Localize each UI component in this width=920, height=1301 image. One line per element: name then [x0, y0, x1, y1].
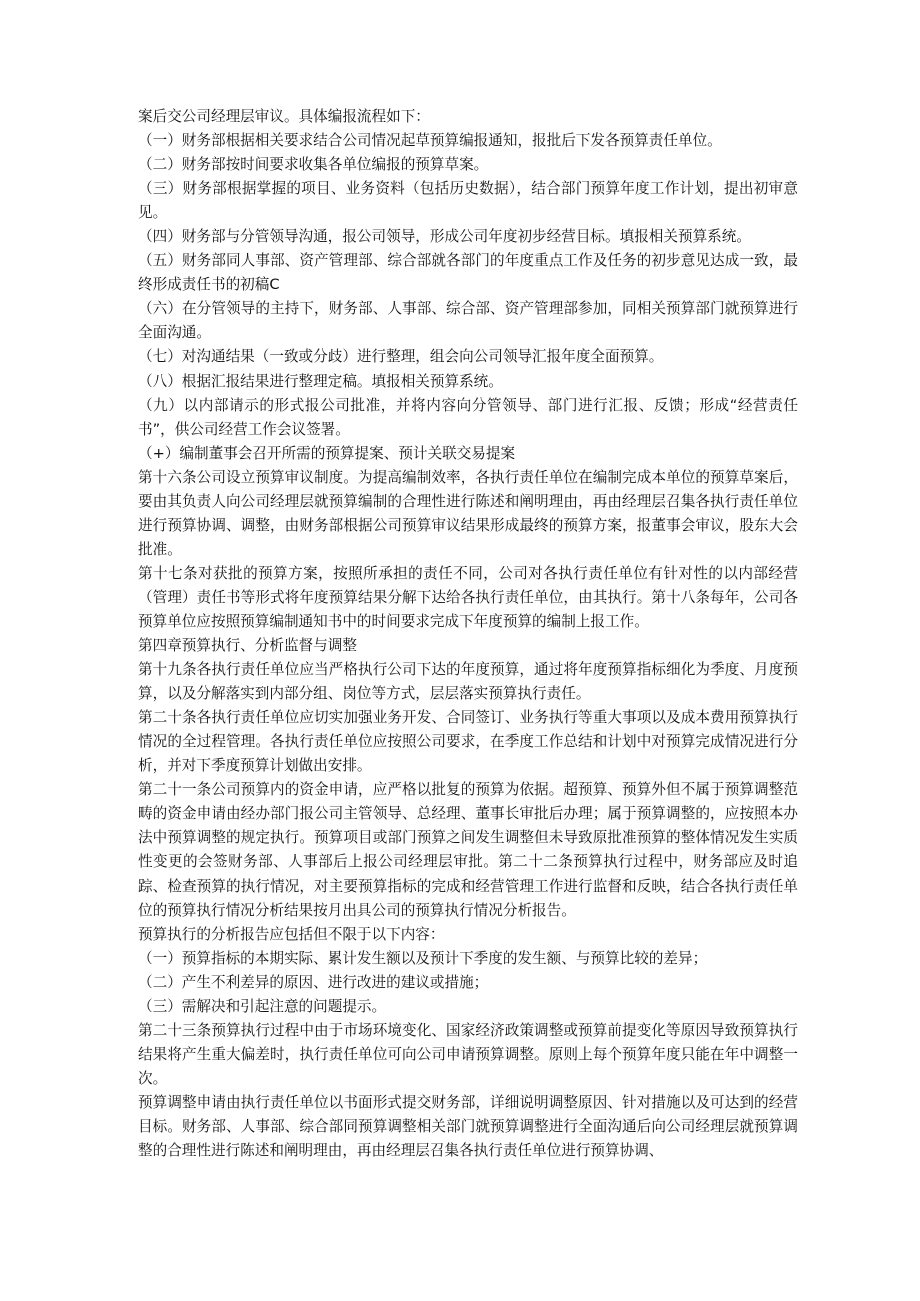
paragraph-23: 预算调整申请由执行责任单位以书面形式提交财务部，详细说明调整原因、针对措施以及可达到的经营目标。财务部、人事部、综合部同预算调整相关部门就预算调整进行全面沟通后向公司经理层就预算调整的合理性进行陈述和阐明理由，再由经理层召集各执行责任单位进行预算协调、 [138, 1093, 798, 1160]
paragraph-12: 第十六条公司设立预算审议制度。为提高编制效率，各执行责任单位在编制完成本单位的预算草案后，要由其负责人向公司经理层就预算编制的合理性进行陈述和阐明理由，再由经理层召集各执行责任单位进行预算协调、调整，由财务部根据公司预算审议结果形成最终的预算方案，报董事会审议，股东大会批准。 [138, 468, 798, 558]
paragraph-16: 第二十条各执行责任单位应切实加强业务开发、合同签订、业务执行等重大事项以及成本费用预算执行情况的全过程管理。各执行责任单位应按照公司要求，在季度工作总结和计划中对预算完成情况进行分析，并对下季度预算计划做出安排。 [138, 709, 798, 775]
paragraph-20: （二）产生不利差异的原因、进行改进的建议或措施； [138, 973, 489, 991]
paragraph-3: （二）财务部按时间要求收集各单位编报的预算草案。 [138, 156, 489, 174]
paragraph-18: 预算执行的分析报告应包括但不限于以下内容： [138, 925, 445, 943]
paragraph-4: （三）财务部根据掌握的项目、业务资料（包括历史数据），结合部门预算年度工作计划，提出初审意见。 [138, 180, 798, 222]
paragraph-15: 第十九条各执行责任单位应当严格执行公司下达的年度预算，通过将年度预算指标细化为季度、月度预算，以及分解落实到内部分组、岗位等方式，层层落实预算执行责任。 [138, 661, 798, 703]
paragraph-5: （四）财务部与分管领导沟通，报公司领导，形成公司年度初步经营目标。填报相关预算系统。 [138, 228, 751, 246]
paragraph-21: （三）需解决和引起注意的问题提示。 [138, 997, 387, 1015]
paragraph-9: （八）根据汇报结果进行整理定稿。填报相关预算系统。 [138, 372, 503, 390]
paragraph-6: （五）财务部同人事部、资产管理部、综合部就各部门的年度重点工作及任务的初步意见达成一致，最终形成责任书的初稿C [138, 252, 798, 294]
paragraph-2: （一）财务部根据相关要求结合公司情况起草预算编报通知，报批后下发各预算责任单位。 [138, 132, 722, 150]
document-body [138, 105, 798, 1163]
paragraph-22: 第二十三条预算执行过程中由于市场环境变化、国家经济政策调整或预算前提变化等原因导致预算执行结果将产生重大偏差时，执行责任单位可向公司申请预算调整。原则上每个预算年度只能在年中调整一次。 [138, 1021, 798, 1087]
paragraph-1: 案后交公司经理层审议。具体编报流程如下： [138, 108, 430, 125]
paragraph-11: （+）编制董事会召开所需的预算提案、预计关联交易提案 [138, 444, 516, 462]
paragraph-7: （六）在分管领导的主持下，财务部、人事部、综合部、资产管理部参加，同相关预算部门就预算进行全面沟通。 [138, 300, 798, 342]
paragraph-8: （七）对沟通结果（一致或分歧）进行整理，组会向公司领导汇报年度全面预算。 [138, 348, 664, 366]
paragraph-17: 第二十一条公司预算内的资金申请，应严格以批复的预算为依据。超预算、预算外但不属于预算调整范畴的资金申请由经办部门报公司主管领导、总经理、董事长审批后办理；属于预算调整的，应按照本办法中预算调整的规定执行。预算项目或部门预算之间发生调整但未导致原批准预算的整体情况发生实质性变更的会签财务部、人事部后上报公司经理层审批。第二十二条预算执行过程中，财务部应及时追踪、检查预算的执行情况，对主要预算指标的完成和经营管理工作进行监督和反映，结合各执行责任单位的预算执行情况分析结果按月出具公司的预算执行情况分析报告。 [138, 781, 798, 919]
paragraph-13: 第十七条对获批的预算方案，按照所承担的责任不同，公司对各执行责任单位有针对性的以内部经营（管理）责任书等形式将年度预算结果分解下达给各执行责任单位，由其执行。第十八条每年，公司各预算单位应按照预算编制通知书中的时间要求完成下年度预算的编制上报工作。 [138, 564, 798, 630]
paragraph-10: （九）以内部请示的形式报公司批准，并将内容向分管领导、部门进行汇报、反馈；形成“经营责任书”，供公司经营工作会议签署。 [138, 396, 798, 438]
chapter-heading: 第四章预算执行、分析监督与调整 [138, 637, 357, 655]
paragraph-19: （一）预算指标的本期实际、累计发生额以及预计下季度的发生额、与预算比较的差异； [138, 949, 708, 967]
